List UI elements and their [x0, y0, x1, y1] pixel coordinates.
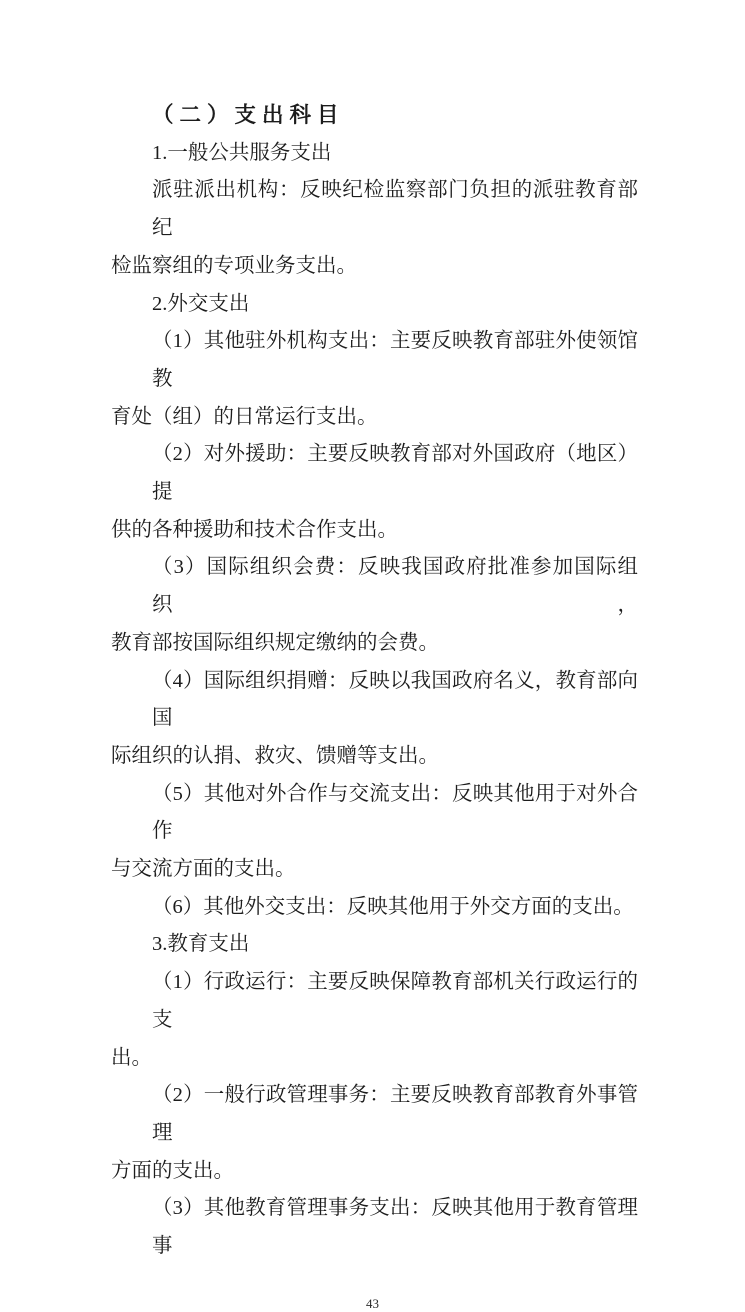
paragraph-line: （5）其他对外合作与交流支出：反映其他用于对外合作: [152, 782, 638, 843]
paragraph-line: （1）其他驻外机构支出：主要反映教育部驻外使领馆教: [152, 330, 638, 390]
paragraph-line: （3）国际组织会费：反映我国政府批准参加国际组织，: [152, 556, 638, 617]
paragraph-line: （3）其他教育管理事务支出：反映其他用于教育管理事: [152, 1197, 638, 1258]
paragraph-line: 际组织的认捐、救灾、馈赠等支出。: [111, 744, 439, 767]
item-3-heading: 3.教育支出: [152, 933, 250, 956]
section-heading: （二）支出科目: [152, 103, 345, 127]
item-2-heading: 2.外交支出: [152, 292, 250, 315]
paragraph-line: 派驻派出机构：反映纪检监察部门负担的派驻教育部纪: [152, 179, 638, 240]
paragraph-line: （2）一般行政管理事务：主要反映教育部教育外事管理: [152, 1084, 638, 1144]
paragraph-line: （6）其他外交支出：反映其他用于外交方面的支出。: [152, 895, 634, 918]
paragraph-line: （1）行政运行：主要反映保障教育部机关行政运行的支: [152, 971, 638, 1031]
paragraph-line: 检监察组的专项业务支出。: [111, 254, 357, 277]
paragraph-line: 出。: [111, 1046, 152, 1069]
item-1-heading: 1.一般公共服务支出: [152, 141, 332, 164]
paragraph-line: 育处（组）的日常运行支出。: [111, 405, 378, 428]
paragraph-line: 教育部按国际组织规定缴纳的会费。: [111, 631, 439, 654]
page-number: 43: [366, 1295, 379, 1311]
paragraph-line: 方面的支出。: [111, 1159, 234, 1182]
paragraph-line: （4）国际组织捐赠：反映以我国政府名义，教育部向国: [152, 669, 638, 730]
paragraph-line: 供的各种援助和技术合作支出。: [111, 518, 398, 541]
paragraph-line: （2）对外援助：主要反映教育部对外国政府（地区）提: [152, 443, 638, 504]
paragraph-line: 与交流方面的支出。: [111, 858, 296, 881]
